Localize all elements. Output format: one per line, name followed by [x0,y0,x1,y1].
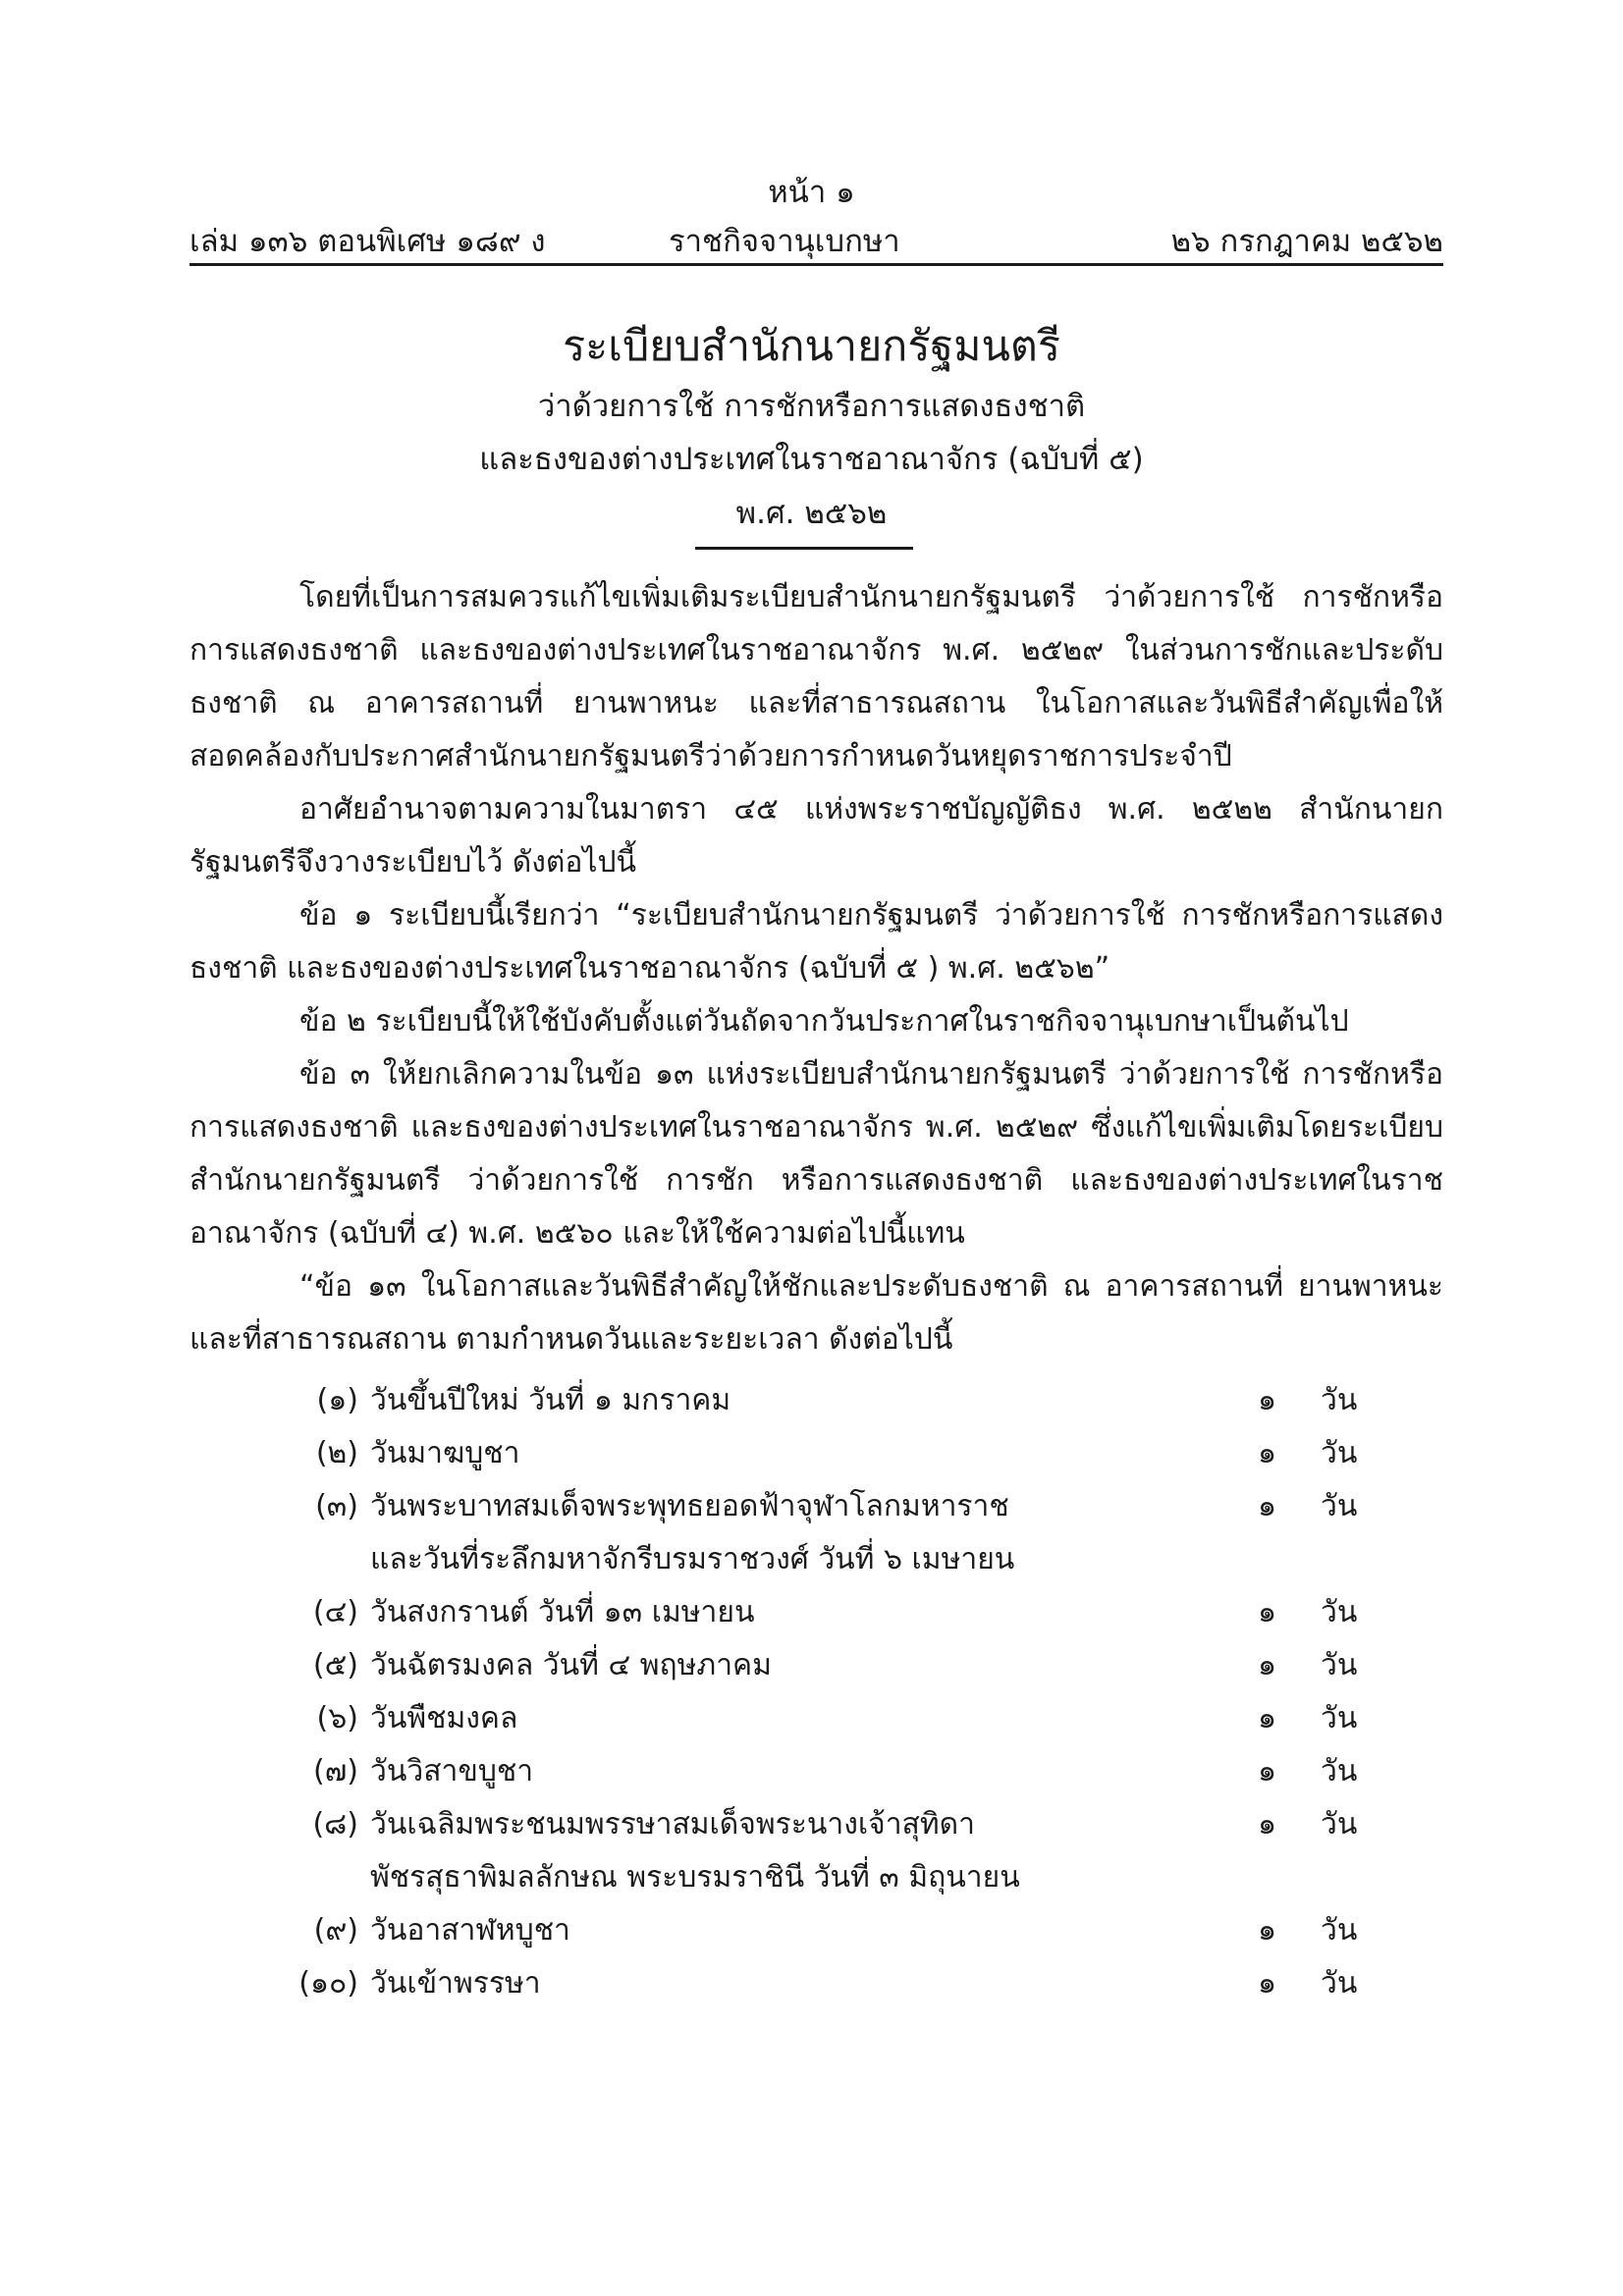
paragraph-clause-1: ข้อ ๑ ระเบียบนี้เรียกว่า “ระเบียบสำนักนายกรัฐมนตรี ว่าด้วยการใช้ การชักหรือการแสดงธงชาติ และธงของต่างประเทศในราชอาณาจักร (ฉบับที่ ๕ ) พ.ศ. ๒๕๖๒” [189,898,1443,986]
item-number: (๑๐) [298,1966,358,2001]
list-item [189,1586,1443,1639]
item-day-unit: วัน [1321,1701,1358,1735]
item-text: วันขึ้นปีใหม่ วันที่ ๑ มกราคม [370,1383,731,1417]
paragraph-preamble: โดยที่เป็นการสมควรแก้ไขเพิ่มเติมระเบียบสำนักนายกรัฐมนตรี ว่าด้วยการใช้ การชักหรือการแสดงธงชาติ และธงของต่างประเทศในราชอาณาจักร พ.ศ. ๒๕๒๙ ในส่วนการชักและประดับธงชาติ ณ อาคารสถานที่ ยานพาหนะ และที่สาธารณสถาน ในโอกาสและวันพิธีสำคัญเพื่อให้สอดคล้องกับประกาศสำนักนายกรัฐมนตรีว่าด้วยการกำหนดวันหยุดราชการประจำปี [189,580,1443,774]
item-text-continued: พัชรสุธาพิมลลักษณ พระบรมราชินี วันที่ ๓ มิถุนายน [370,1860,1020,1895]
publication-date: ๒๖ กรกฎาคม ๒๕๖๒ [1170,224,1443,259]
item-day-count: ๑ [1258,1754,1277,1789]
page-number: หน้า ๑ [768,175,855,210]
item-day-unit: วัน [1321,1966,1358,2001]
list-item [189,1957,1443,2010]
publication-name: ราชกิจจานุเบกษา [669,224,900,259]
item-day-unit: วัน [1321,1383,1358,1417]
flag-days-list [189,1374,1443,2010]
item-number: (๘) [312,1807,358,1842]
item-day-count: ๑ [1258,1436,1277,1470]
item-text-continued: และวันที่ระลึกมหาจักรีบรมราชวงศ์ วันที่ ๖ เมษายน [370,1542,1015,1576]
item-day-count: ๑ [1258,1595,1277,1629]
list-item [189,1427,1443,1480]
title-divider [695,547,913,550]
item-text: วันเข้าพรรษา [370,1966,541,2001]
gazette-header [189,216,1443,266]
item-day-count: ๑ [1258,1648,1277,1682]
item-number: (๒) [315,1436,358,1470]
item-number: (๗) [313,1754,358,1789]
item-text: วันฉัตรมงคล วันที่ ๔ พฤษภาคม [370,1648,772,1682]
document-year: พ.ศ. ๒๕๖๒ [735,496,888,531]
item-number: (๓) [315,1489,358,1523]
item-text: วันวิสาขบูชา [370,1754,534,1789]
item-day-count: ๑ [1258,1383,1277,1417]
list-item [189,1374,1443,1427]
paragraph-clause-13: “ข้อ ๑๓ ในโอกาสและวันพิธีสำคัญให้ชักและประดับธงชาติ ณ อาคารสถานที่ ยานพาหนะและที่สาธารณสถาน ตามกำหนดวันและระยะเวลา ดังต่อไปนี้ [189,1269,1443,1357]
item-text: วันมาฆบูชา [370,1436,520,1470]
list-item [189,1904,1443,1957]
item-day-count: ๑ [1258,1701,1277,1735]
item-day-count: ๑ [1258,1966,1277,2001]
paragraph-authority: อาศัยอำนาจตามความในมาตรา ๔๕ แห่งพระราชบัญญัติธง พ.ศ. ๒๕๒๒ สำนักนายกรัฐมนตรีจึงวางระเบียบไว้ ดังต่อไปนี้ [189,792,1443,880]
item-text: วันเฉลิมพระชนมพรรษาสมเด็จพระนางเจ้าสุทิดา [370,1807,975,1842]
list-item [189,1798,1443,1904]
document-subtitle-2: และธงของต่างประเทศในราชอาณาจักร (ฉบับที่ ๕) [479,442,1144,477]
list-item [189,1745,1443,1798]
volume-info: เล่ม ๑๓๖ ตอนพิเศษ ๑๘๙ ง [189,224,546,259]
list-item [189,1692,1443,1745]
item-text: วันอาสาฬหบูชา [370,1913,570,1948]
item-day-unit: วัน [1321,1489,1358,1523]
item-day-unit: วัน [1321,1436,1358,1470]
item-number: (๑) [316,1383,358,1417]
document-title: ระเบียบสำนักนายกรัฐมนตรี [563,322,1060,371]
document-body [189,571,1443,1366]
item-day-unit: วัน [1321,1913,1358,1948]
item-day-count: ๑ [1258,1807,1277,1842]
item-day-count: ๑ [1258,1489,1277,1523]
item-text: วันพระบาทสมเด็จพระพุทธยอดฟ้าจุฬาโลกมหาราช [370,1489,1009,1523]
list-item [189,1639,1443,1692]
item-day-count: ๑ [1258,1913,1277,1948]
item-text: วันพืชมงคล [370,1701,518,1735]
item-number: (๔) [312,1595,358,1629]
item-number: (๙) [313,1913,358,1948]
paragraph-clause-3: ข้อ ๓ ให้ยกเลิกความในข้อ ๑๓ แห่งระเบียบสำนักนายกรัฐมนตรี ว่าด้วยการใช้ การชักหรือการแสดงธงชาติ และธงของต่างประเทศในราชอาณาจักร พ.ศ. ๒๕๒๙ ซึ่งแก้ไขเพิ่มเติมโดยระเบียบสำนักนายกรัฐมนตรี ว่าด้วยการใช้ การชัก หรือการแสดงธงชาติ และธงของต่างประเทศในราชอาณาจักร (ฉบับที่ ๔) พ.ศ. ๒๕๖๐ และให้ใช้ความต่อไปนี้แทน [189,1057,1443,1251]
item-day-unit: วัน [1321,1807,1358,1842]
item-text: วันสงกรานต์ วันที่ ๑๓ เมษายน [370,1595,755,1629]
paragraph-clause-2: ข้อ ๒ ระเบียบนี้ให้ใช้บังคับตั้งแต่วันถัดจากวันประกาศในราชกิจจานุเบกษาเป็นต้นไป [299,1004,1349,1039]
item-day-unit: วัน [1321,1648,1358,1682]
item-number: (๕) [312,1648,358,1682]
document-subtitle-1: ว่าด้วยการใช้ การชักหรือการแสดงธงชาติ [537,389,1086,424]
list-item [189,1480,1443,1586]
item-day-unit: วัน [1321,1595,1358,1629]
item-day-unit: วัน [1321,1754,1358,1789]
item-number: (๖) [316,1701,358,1735]
